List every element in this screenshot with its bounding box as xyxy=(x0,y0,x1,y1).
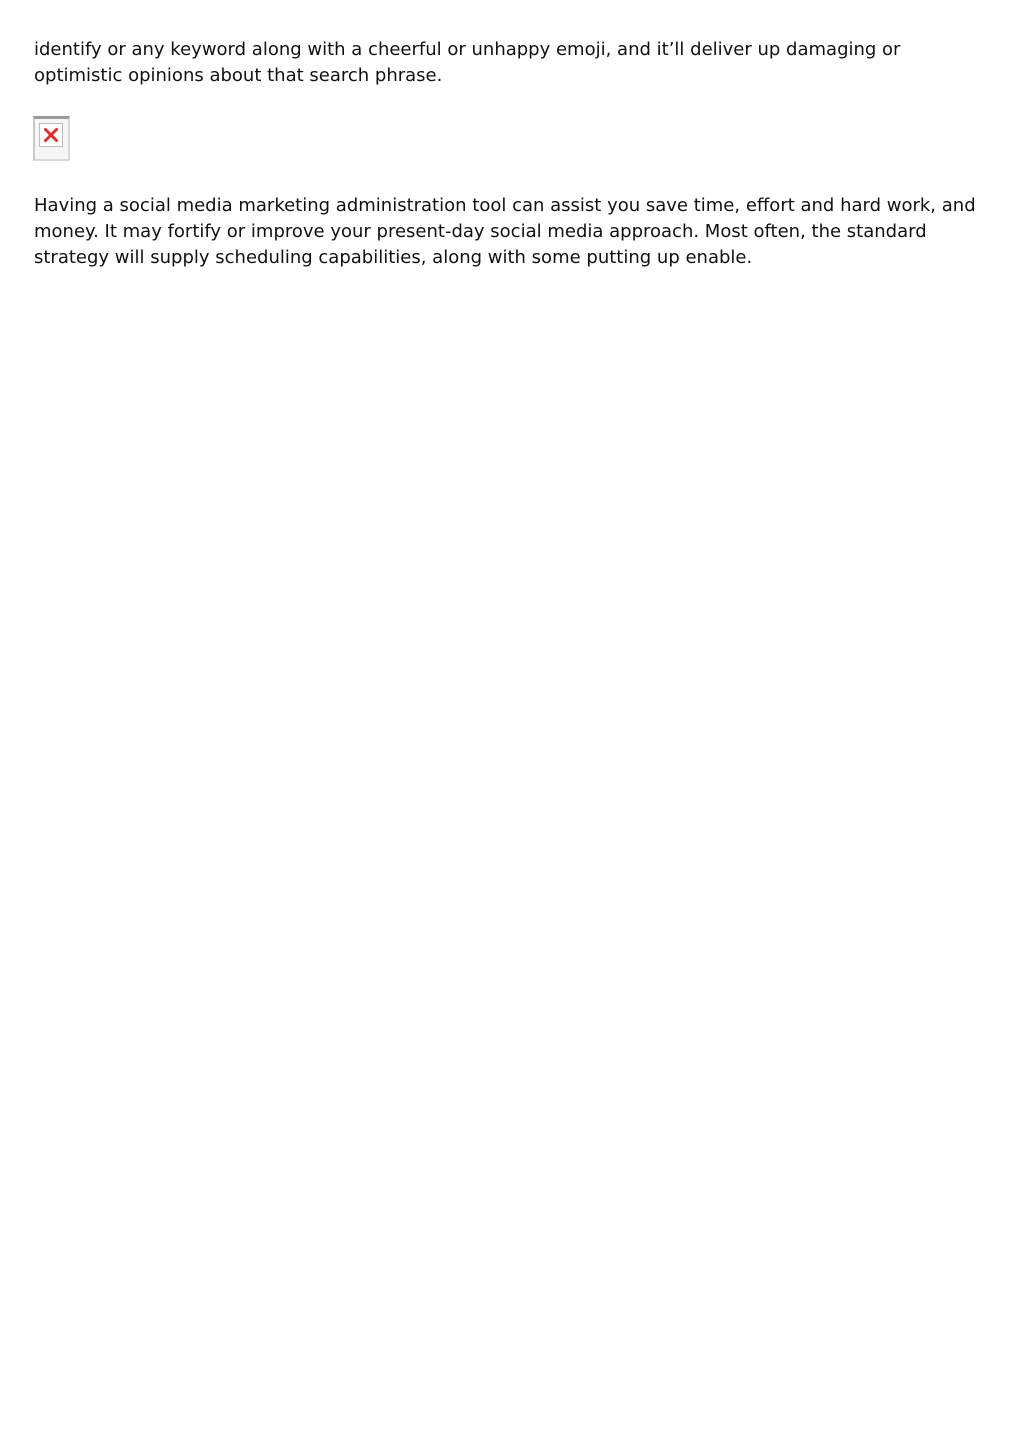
body-paragraph-1: identify or any keyword along with a cheerful or unhappy emoji, and it’ll deliver up damaging or optimistic opinions about that search phrase. xyxy=(34,39,901,86)
body-paragraph-2: Having a social media marketing administration tool can assist you save time, effort and hard work, and money. It may fortify or improve your present-day social media approach. Most often, the standard strategy will supply scheduling capabilities, along with some putting up enable. xyxy=(34,195,976,268)
broken-image-placeholder xyxy=(33,116,70,161)
broken-image-frame xyxy=(39,123,63,147)
broken-image-icon xyxy=(43,127,59,143)
